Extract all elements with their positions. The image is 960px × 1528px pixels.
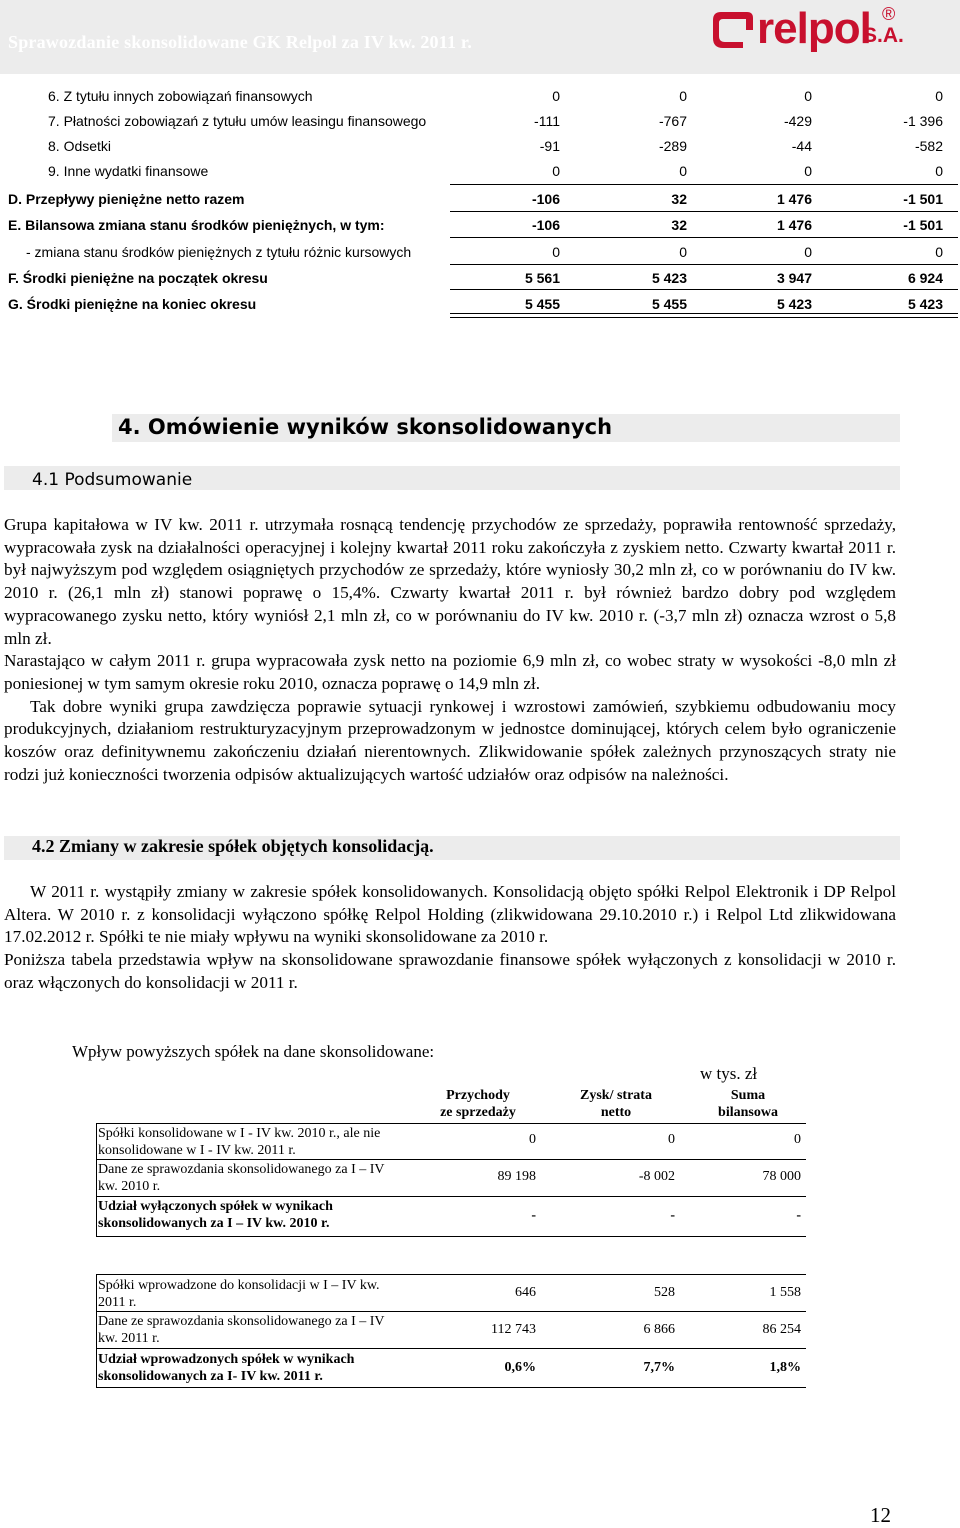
table-row — [0, 239, 960, 264]
registered-mark: ® — [882, 4, 896, 24]
cell-value: 5 455 — [651, 296, 687, 312]
unit-label: w tys. zł — [700, 1064, 758, 1083]
cell-value: 0 — [552, 244, 560, 260]
row-label: Udział wprowadzonych spółek w wynikach skonsolidowanych za I- IV kw. 2011 r. — [98, 1352, 355, 1384]
relpol-logo — [713, 4, 953, 64]
cell-value: 0 — [804, 244, 812, 260]
cell-value: 32 — [671, 217, 687, 233]
cell-value: - — [796, 1208, 801, 1223]
cell-value: -289 — [658, 138, 687, 154]
body-text-consolidation — [4, 881, 896, 995]
cell-value: -8 002 — [638, 1169, 675, 1184]
cell-value: 6 866 — [643, 1322, 675, 1337]
cell-value: -1 501 — [903, 191, 943, 207]
row-label: Dane ze sprawozdania skonsolidowanego za I – IV kw. 2010 r. — [98, 1162, 385, 1194]
cell-value: -106 — [531, 217, 560, 233]
logo-suffix: S.A. — [863, 24, 904, 47]
table-border — [96, 1274, 97, 1387]
column-header: Zysk/ strata netto — [580, 1088, 652, 1120]
paragraph: W 2011 r. wystąpiły zmiany w zakresie spółek konsolidowanych. Konsolidacją objęto spółki Relpol Elektronik i DP Relpol Altera. W 2010 r. z konsolidacji wyłączono spółkę Relpol Holding (zlikwidowana 29.10.2010 r.) i Relpol Ltd zlikwidowana 17.02.2012 r. Spółki te nie miały wpływu na wyniki skonsolidowane za 2010 r. — [4, 882, 896, 947]
table-row — [0, 265, 960, 290]
body-text-summary — [4, 514, 896, 786]
cell-value: -44 — [791, 138, 812, 154]
table-rule — [450, 237, 958, 238]
cell-value: -1 501 — [903, 217, 943, 233]
cell-value: 0 — [552, 88, 560, 104]
row-label: D. Przepływy pieniężne netto razem — [8, 191, 245, 207]
table-row — [0, 83, 960, 108]
logo-wordmark: relpol — [757, 4, 871, 53]
table-rule — [450, 289, 958, 290]
cell-value: 89 198 — [497, 1169, 536, 1184]
cell-value: -1 396 — [903, 113, 943, 129]
table-double-rule — [450, 313, 958, 318]
cell-value: 7,7% — [643, 1360, 675, 1375]
cell-value: 0 — [679, 244, 687, 260]
table-rule — [96, 1236, 806, 1237]
cell-value: 0 — [935, 163, 943, 179]
table-rule — [96, 1196, 806, 1197]
cell-value: 0 — [935, 88, 943, 104]
table-rule — [450, 184, 958, 185]
cell-value: 5 455 — [524, 296, 560, 312]
table-row — [0, 158, 960, 183]
column-header: Przychody ze sprzedaży — [440, 1088, 516, 1120]
cell-value: -106 — [531, 191, 560, 207]
row-label: G. Środki pieniężne na koniec okresu — [8, 296, 257, 312]
row-label: 7. Płatności zobowiązań z tytułu umów leasingu finansowego — [48, 113, 427, 129]
cell-value: 0 — [552, 163, 560, 179]
cell-value: 0 — [794, 1132, 801, 1147]
cell-value: 5 423 — [651, 270, 687, 286]
cell-value: 1 476 — [776, 191, 812, 207]
row-label: 8. Odsetki — [48, 138, 112, 154]
row-label: F. Środki pieniężne na początek okresu — [8, 270, 268, 286]
cell-value: 0 — [935, 244, 943, 260]
table-row — [0, 133, 960, 158]
cell-value: - — [531, 1208, 536, 1223]
cell-value: 86 254 — [762, 1322, 801, 1337]
cell-value: 0 — [679, 88, 687, 104]
cell-value: 0 — [804, 88, 812, 104]
row-label: Dane ze sprawozdania skonsolidowanego za I – IV kw. 2011 r. — [98, 1314, 385, 1346]
page-header — [0, 0, 960, 74]
cell-value: -429 — [783, 113, 812, 129]
cell-value: -582 — [914, 138, 943, 154]
row-label: Udział wyłączonych spółek w wynikach skonsolidowanych za I – IV kw. 2010 r. — [98, 1199, 333, 1231]
cell-value: 0 — [679, 163, 687, 179]
row-label: Spółki konsolidowane w I - IV kw. 2010 r., ale nie konsolidowane w I - IV kw. 2011 r. — [98, 1126, 381, 1158]
cell-value: 0 — [529, 1132, 536, 1147]
table-rule — [96, 1311, 806, 1312]
cell-value: 0,6% — [504, 1360, 536, 1375]
paragraph: Tak dobre wyniki grupa zawdzięcza poprawie sytuacji rynkowej i wzrostowi zamówień, szybkiemu odbudowaniu mocy produkcyjnych, działaniom restrukturyzacyjnym przeprowadzonym w jednostce dominującej, których celem było ograniczenie koszów oraz definitywnemu zakończeniu działań nierentownych. Zlikwidowanie spółek zależnych przynoszących straty nie rodzi już konieczności tworzenia odpisów aktualizujących wartość udziałów oraz odpisów na należności. — [4, 696, 896, 784]
cell-value: 1 558 — [769, 1285, 801, 1300]
relpol-swoosh-icon — [713, 6, 755, 48]
cell-value: 5 561 — [524, 270, 560, 286]
paragraph: Narastająco w całym 2011 r. grupa wypracowała zysk netto na poziomie 6,9 mln zł, co wobec straty w wysokości -8,0 mln zł poniesionej w tym samym okresie roku 2010, oznacza poprawę o 14,9 mln zł. — [4, 651, 896, 693]
cell-value: 5 423 — [907, 296, 943, 312]
subsection-heading-summary: 4.1 Podsumowanie — [32, 470, 193, 490]
cell-value: -91 — [539, 138, 560, 154]
report-title: Sprawozdanie skonsolidowane GK Relpol za IV kw. 2011 r. — [8, 32, 473, 52]
table-row — [0, 186, 960, 211]
row-label: E. Bilansowa zmiana stanu środków pieniężnych, w tym: — [8, 217, 385, 233]
row-label: 9. Inne wydatki finansowe — [48, 163, 209, 179]
cell-value: - — [670, 1208, 675, 1223]
table-caption: Wpływ powyższych spółek na dane skonsolidowane: — [72, 1042, 435, 1061]
table-rule — [96, 1387, 806, 1388]
cell-value: 1,8% — [769, 1360, 801, 1375]
cell-value: 528 — [654, 1285, 675, 1300]
cell-value: 5 423 — [776, 296, 812, 312]
paragraph: Poniższa tabela przedstawia wpływ na skonsolidowane sprawozdanie finansowe spółek wyłączonych z konsolidacji w 2010 r. oraz włączonych do konsolidacji w 2011 r. — [4, 950, 896, 992]
table-rule — [96, 1348, 806, 1349]
table-row — [0, 212, 960, 237]
table-row — [0, 108, 960, 133]
cell-value: 0 — [668, 1132, 675, 1147]
cell-value: -767 — [658, 113, 687, 129]
page-number: 12 — [870, 1503, 891, 1527]
cell-value: 112 743 — [491, 1322, 536, 1337]
section-heading: 4. Omówienie wyników skonsolidowanych — [118, 415, 613, 439]
cell-value: 78 000 — [762, 1169, 801, 1184]
column-header: Suma bilansowa — [718, 1088, 778, 1120]
table-rule — [96, 1159, 806, 1160]
table-border — [96, 1123, 97, 1236]
cell-value: 6 924 — [907, 270, 943, 286]
table-rule — [96, 1123, 806, 1124]
row-label: Spółki wprowadzone do konsolidacji w I – IV kw. 2011 r. — [98, 1278, 380, 1310]
row-label: 6. Z tytułu innych zobowiązań finansowych — [48, 88, 313, 104]
row-label: - zmiana stanu środków pieniężnych z tytułu różnic kursowych — [26, 244, 412, 260]
cell-value: -111 — [534, 113, 560, 129]
table-rule — [96, 1274, 806, 1275]
cell-value: 32 — [671, 191, 687, 207]
subsection-heading-consolidation: 4.2 Zmiany w zakresie spółek objętych konsolidacją. — [32, 836, 434, 856]
paragraph: Grupa kapitałowa w IV kw. 2011 r. utrzymała rosnącą tendencję przychodów ze sprzedaży, poprawiła rentowność sprzedaży, wypracowała zysk na działalności operacyjnej i kolejny kwartał 2011 roku zakończyła z zyskiem netto. Czwarty kwartał 2011 r. był najwyższym pod względem osiągniętych przychodów ze sprzedaży, które wyniosły 30,2 mln zł, co w porównaniu do IV kw. 2010 r. (26,1 mln zł) stanowi poprawę o 15,4%. Czwarty kwartał 2011 r. był również bardzo dobry pod względem wypracowanego zysku netto, który wyniósł 2,1 mln zł, co w porównaniu do IV kw. 2010 r. (-3,7 mln zł) oznacza wzrost o 5,8 mln zł. — [4, 515, 896, 648]
cell-value: 3 947 — [776, 270, 812, 286]
cell-value: 1 476 — [776, 217, 812, 233]
cell-value: 646 — [515, 1285, 536, 1300]
cell-value: 0 — [804, 163, 812, 179]
